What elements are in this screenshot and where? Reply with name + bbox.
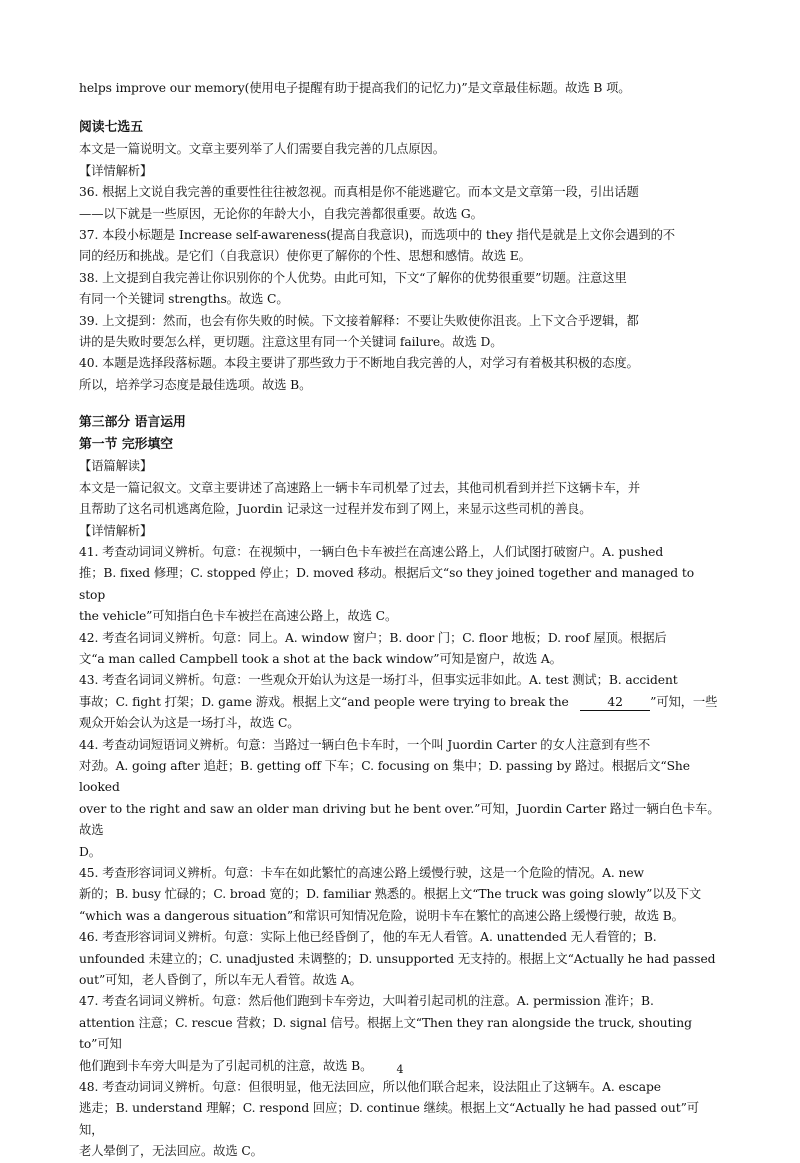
part3-analysis-label: 【详情解析】 [79, 523, 153, 538]
section7-item-39: 39. 上文提到：然而，也会有你失败的时候。下文接着解释：不要让失败使你沮丧。上下文合乎逻辑，都 讲的是失败时要怎么样，更切题。注意这里有同一个关键词 failure。故选 D。 [79, 313, 639, 350]
section7-item-36: 36. 根据上文说自我完善的重要性往往被忽视。而真相是你不能逃避它。而本文是文章第一段，引出话题 ——以下就是一些原因，无论你的年龄大小，自我完善都很重要。故选 G。 [79, 185, 639, 221]
cloze-item-41: 41. 考查动词词义辨析。句意：在视频中，一辆白色卡车被拦在高速公路上，人们试图打破窗户。A. pushed 推；B. fixed 修理；C. stopped 停止；D. moved 移动。根据后文“so they joined together and managed to stop the vehicle”可知指白色卡车被拦在高速公路上，故选 C。 [79, 544, 695, 624]
part3-title: 第三部分 语言运用 [79, 415, 186, 431]
section7-item-37: 37. 本段小标题是 Increase self-awareness(提高自我意识)，而选项中的 they 指代是就是上文你会遇到的不 同的经历和挑战。是它们（自我意识）使你更了解你的个性、思想和感情。故选 E。 [79, 228, 675, 264]
section7-analysis-label: 【详情解析】 [79, 163, 153, 178]
part3-reading-label: 【语篇解读】 [79, 459, 153, 474]
cloze-item-42: 42. 考查名词词义辨析。句意：同上。A. window 窗户；B. door 门；C. floor 地板；D. roof 屋顶。根据后 文“a man called Campbell took a shot at the back window”可知是窗户，故选 A。 [79, 630, 667, 666]
section7-title: 阅读七选五 [79, 120, 143, 136]
intro-line: helps improve our memory(使用电子提醒有助于提高我们的记忆力)”是文章最佳标题。故选 B 项。 [79, 81, 631, 95]
blank-42: 42 [580, 695, 650, 711]
page-number: 4 [396, 1063, 404, 1076]
part3-section-title: 第一节 完形填空 [79, 437, 174, 453]
part3-summary-line1: 本文是一篇记叙文。文章主要讲述了高速路上一辆卡车司机晕了过去，其他司机看到并拦下这辆卡车，并 [79, 480, 641, 495]
section7-summary: 本文是一篇说明文。文章主要列举了人们需要自我完善的几点原因。 [79, 142, 445, 157]
section7-item-40: 40. 本题是选择段落标题。本段主要讲了那些致力于不断地自我完善的人，对学习有着极其积极的态度。 所以，培养学习态度是最佳选项。故选 B。 [79, 356, 639, 392]
cloze-item-48: 48. 考查动词词义辨析。句意：但很明显，他无法回应，所以他们联合起来，设法阻止了这辆车。A. escape 逃走；B. understand 理解；C. respond 回应；D. continue 继续。根据上文“Actually he had passed out”可知， 老人晕倒了，无法回应。故选 C。 [79, 1080, 699, 1159]
part3-summary-line2: 且帮助了这名司机逃离危险，Juordin 记录这一过程并发布到了网上，来显示这些司机的善良。 [79, 502, 592, 517]
cloze-item-43: 43. 考查名词词义辨析。句意：一些观众开始认为这是一场打斗，但事实远非如此。A. test 测试；B. accident 事故；C. fight 打架；D. game 游戏。根据上文“and people were trying to break the 42 ”可知，一些 观众开始会认为这是一场打斗，故选 C。 [79, 673, 718, 731]
cloze-item-44: 44. 考查动词短语词义辨析。句意：当路过一辆白色卡车时，一个叫 Juordin Carter 的女人注意到有些不 对劲。A. going after 追赶；B. getting off 下车；C. focusing on 集中；D. passing by 路过。根据后文“She looked over to the right and saw an older man driving but he bent over.”可知，Juordin Carter 路过一辆白色卡车。故选 D。 [79, 737, 720, 859]
cloze-item-45: 45. 考查形容词词义辨析。句意：卡车在如此繁忙的高速公路上缓慢行驶，这是一个危险的情况。A. new 新的；B. busy 忙碌的；C. broad 宽的；D. familiar 熟悉的。根据上文“The truck was going slowly”以及下文 “which was a dangerous situation”和常识可知情况危险，说明卡车在繁忙的高速公路上缓慢行驶，故选 B。 [79, 866, 702, 923]
cloze-item-47: 47. 考查名词词义辨析。句意：然后他们跑到卡车旁边，大叫着引起司机的注意。A. permission 准许；B. attention 注意；C. rescue 营救；D. signal 信号。根据上文“Then they ran alongside the truck, shouting to”可知 他们跑到卡车旁大叫是为了引起司机的注意，故选 B。 [79, 994, 692, 1073]
cloze-item-46: 46. 考查形容词词义辨析。句意：实际上他已经昏倒了，他的车无人看管。A. unattended 无人看管的；B. unfounded 未建立的；C. unadjusted 未调整的；D. unsupported 无支持的。根据上文“Actually he had passed out”可知，老人昏倒了，所以车无人看管。故选 A。 [79, 930, 716, 988]
section7-item-38: 38. 上文提到自我完善让你识别你的个人优势。由此可知，下文“了解你的优势很重要”切题。注意这里 有同一个关键词 strengths。故选 C。 [79, 270, 627, 307]
